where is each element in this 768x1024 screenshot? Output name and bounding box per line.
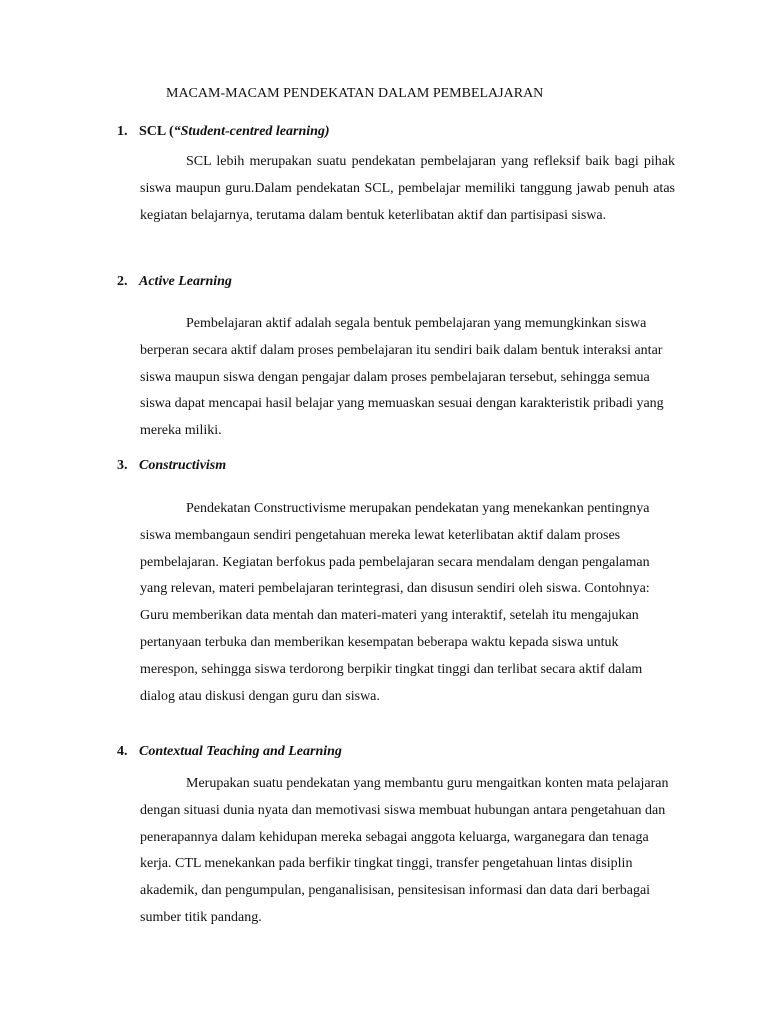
section-number: 2.: [117, 274, 128, 289]
section-paragraph-scl: SCL lebih merupakan suatu pendekatan pembelajaran yang refleksif baik bagi pihak siswa maupun guru.Dalam pendekatan SCL, pembelajar memiliki tanggung jawab penuh atas kegiatan belajarnya, terutama dalam bentuk keterlibatan aktif dan partisipasi siswa.: [140, 154, 675, 223]
section-heading-active-learning: [117, 274, 232, 290]
section-heading-italic: “Student-centred learning): [173, 124, 330, 139]
section-heading-italic: Contextual Teaching and Learning: [139, 744, 342, 759]
section-heading-italic: Constructivism: [139, 458, 227, 473]
section-number: 3.: [117, 458, 128, 473]
section-paragraph-ctl: Merupakan suatu pendekatan yang membantu guru mengaitkan konten mata pelajaran dengan situasi dunia nyata dan memotivasi siswa membuat hubungan antara pengetahuan dan penerapannya dalam kehidupan mereka sebagai anggota keluarga, warganegara dan tenaga kerja. CTL menekankan pada berfikir tingkat tinggi, transfer pengetahuan lintas disiplin akademik, dan pengumpulan, penganalisisan, pensitesisan informasi dan data dari berbagai sumber titik pandang.: [140, 776, 669, 925]
section-paragraph-constructivism: Pendekatan Constructivisme merupakan pendekatan yang menekankan pentingnya siswa membangaun sendiri pengetahuan mereka lewat keterlibatan aktif dalam proses pembelajaran. Kegiatan berfokus pada pembelajaran secara mendalam dengan pengalaman yang relevan, materi pembelajaran terintegrasi, dan disusun sendiri oleh siswa. Contohnya: Guru memberikan data mentah dan materi-materi yang interaktif, setelah itu mengajukan pertanyaan terbuka dan memberikan kesempatan beberapa waktu kepada siswa untuk merespon, sehingga siswa terdorong berpikir tingkat tinggi dan terlibat secara aktif dalam dialog atau diskusi dengan guru dan siswa.: [140, 501, 650, 704]
section-heading-italic: Active Learning: [139, 274, 232, 289]
section-heading-constructivism: [117, 458, 226, 474]
section-number: 4.: [117, 744, 128, 759]
section-heading-ctl: [117, 744, 342, 760]
document-title: MACAM-MACAM PENDEKATAN DALAM PEMBELAJARAN: [166, 86, 544, 101]
section-heading-scl: [117, 124, 330, 140]
section-paragraph-active-learning: Pembelajaran aktif adalah segala bentuk pembelajaran yang memungkinkan siswa berperan secara aktif dalam proses pembelajaran itu sendiri baik dalam bentuk interaksi antar siswa maupun siswa dengan pengajar dalam proses pembelajaran tersebut, sehingga semua siswa dapat mencapai hasil belajar yang memuaskan sesuai dengan karakteristik pribadi yang mereka miliki.: [140, 316, 664, 439]
section-heading-prefix: SCL (: [139, 124, 174, 139]
section-number: 1.: [117, 124, 128, 139]
